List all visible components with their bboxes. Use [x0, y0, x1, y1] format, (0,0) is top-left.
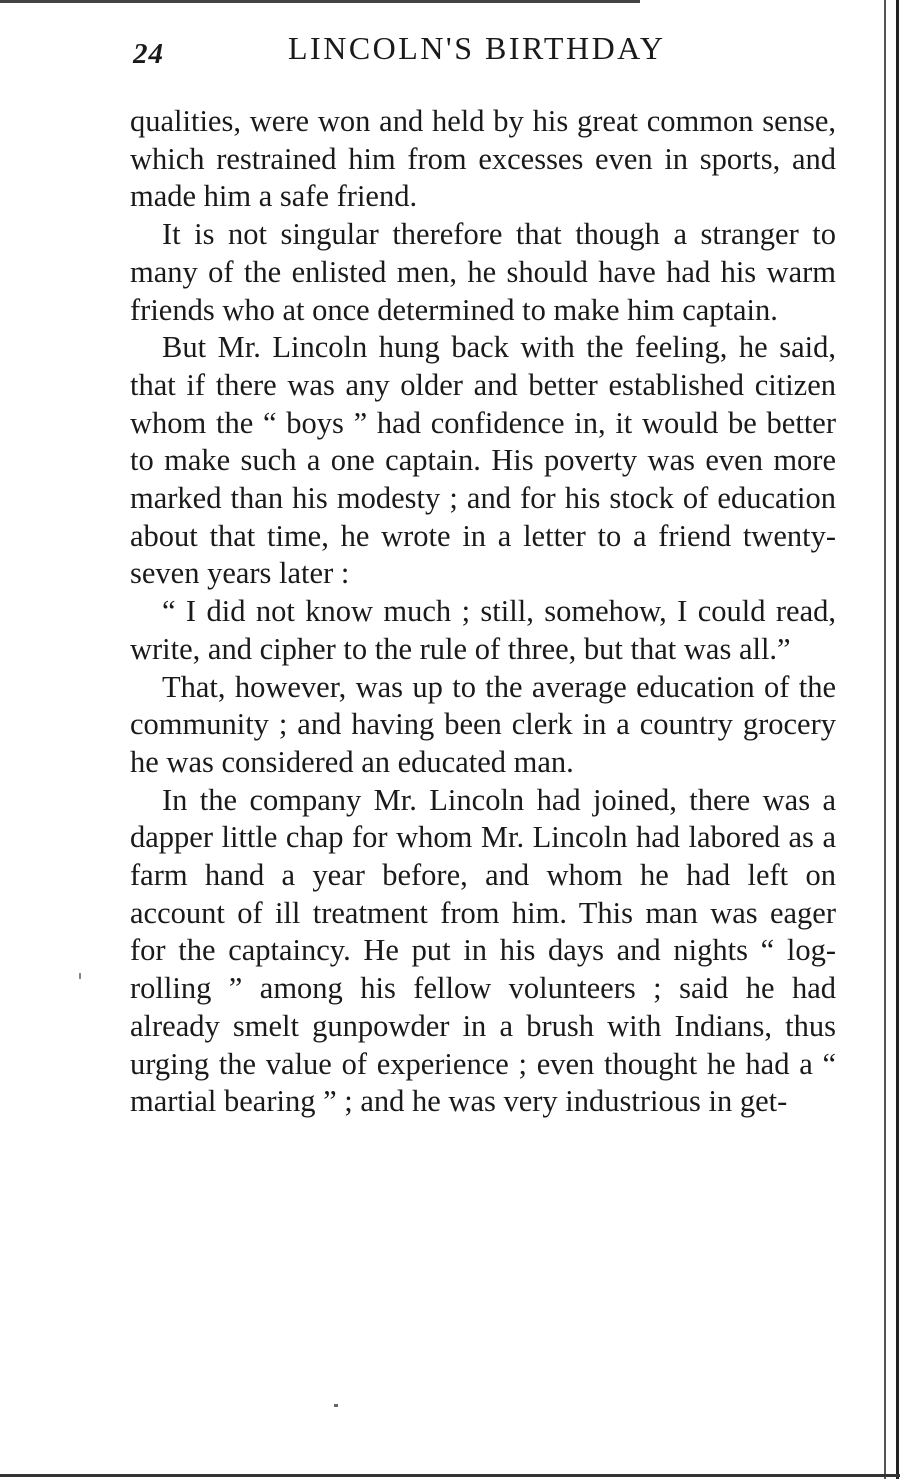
page-number: 24: [133, 38, 164, 70]
page-header: [133, 30, 837, 74]
paragraph: “ I did not know much ; still, somehow, I could read, write, and cipher to the rule of three, but that was all.”: [130, 594, 836, 666]
scan-border-right-inner: [884, 0, 886, 1479]
scan-border-right: [896, 0, 899, 1479]
scan-border-bottom: [0, 1474, 900, 1477]
paragraph: In the company Mr. Lincoln had joined, there was a dapper little chap for whom Mr. Lincoln had labored as a farm hand a year before, and whom he had left on account of ill treatment from him. This man was eager for the captaincy. He put in his days and nights “ log-rolling ” among his fellow volunteers ; said he had already smelt gunpowder in a brush with Indians, thus urging the value of experience ; even thought he had a “ martial bearing ” ; and he was very industrious in get-: [130, 782, 836, 1119]
margin-mark: [79, 973, 81, 979]
paragraph: qualities, were won and held by his great common sense, which restrained him from excesses even in sports, and made him a safe friend.: [130, 104, 836, 214]
paragraph: But Mr. Lincoln hung back with the feeling, he said, that if there was any older and better established citizen whom the “ boys ” had confidence in, it would be better to make such a one captain. His poverty was even more marked than his modesty ; and for his stock of education about that time, he wrote in a letter to a friend twenty-seven years later :: [130, 330, 836, 591]
body-text: [130, 103, 836, 1121]
scan-border-top: [0, 0, 640, 3]
paragraph: That, however, was up to the average education of the community ; and having been clerk in a country grocery he was considered an educated man.: [130, 669, 836, 779]
running-head: LINCOLN'S BIRTHDAY: [288, 30, 666, 66]
paragraph: It is not singular therefore that though a stranger to many of the enlisted men, he should have had his warm friends who at once determined to make him captain.: [130, 217, 836, 327]
scan-speck: [334, 1404, 338, 1407]
